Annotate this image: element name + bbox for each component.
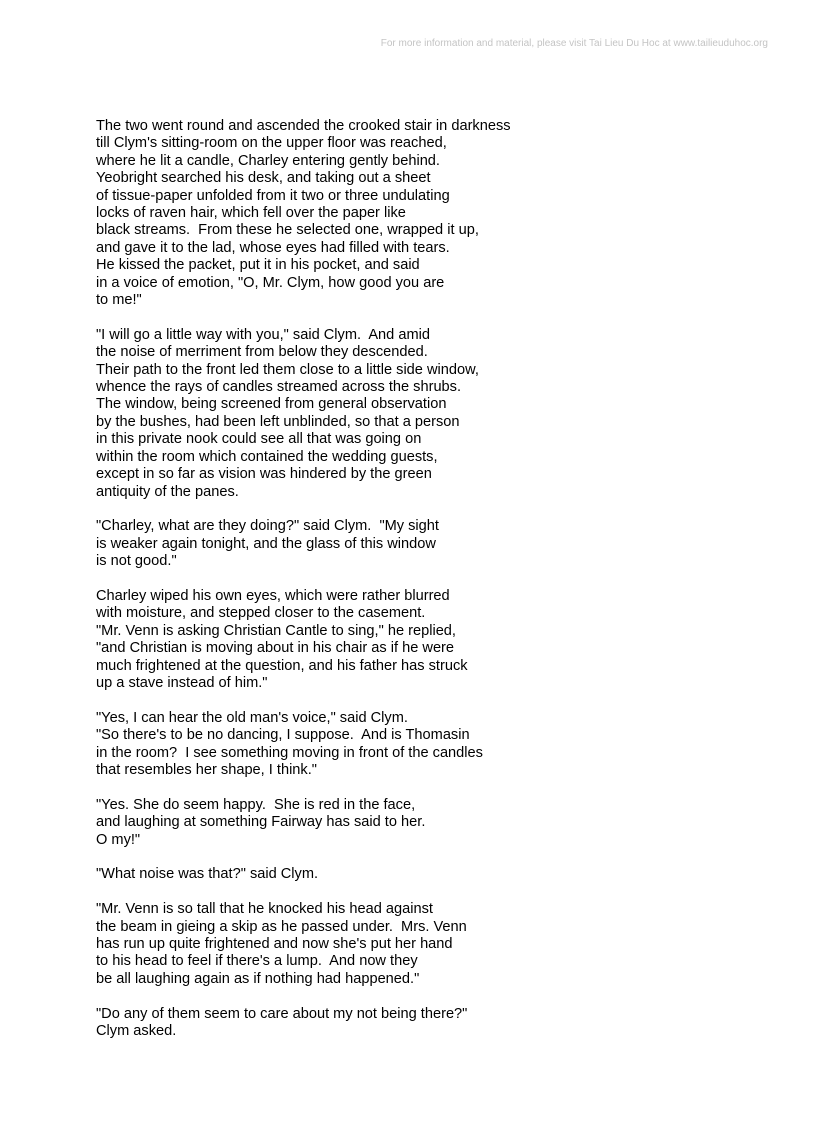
text-line: with moisture, and stepped closer to the casement.	[96, 605, 426, 622]
text-line: be all laughing again as if nothing had happened."	[96, 970, 420, 987]
text-line: Yeobright searched his desk, and taking out a sheet	[96, 170, 431, 187]
paragraph	[96, 866, 786, 883]
text-line: The window, being screened from general observation	[96, 396, 447, 413]
text-line: "Mr. Venn is asking Christian Cantle to sing," he replied,	[96, 622, 456, 639]
paragraph	[96, 518, 786, 570]
text-line: O my!"	[96, 831, 141, 848]
text-line: much frightened at the question, and his father has struck	[96, 657, 468, 674]
text-line: is weaker again tonight, and the glass of this window	[96, 535, 436, 552]
text-line: in this private nook could see all that was going on	[96, 431, 422, 448]
text-line: to his head to feel if there's a lump. And now they	[96, 953, 418, 970]
text-line: and laughing at something Fairway has said to her.	[96, 814, 426, 831]
text-line: that resembles her shape, I think."	[96, 761, 317, 778]
text-line: has run up quite frightened and now she's put her hand	[96, 935, 453, 952]
text-line: is not good."	[96, 553, 177, 570]
text-line: antiquity of the panes.	[96, 483, 239, 500]
text-line: till Clym's sitting-room on the upper floor was reached,	[96, 135, 447, 152]
paragraph	[96, 588, 786, 692]
document-body	[96, 118, 786, 1058]
text-line: He kissed the packet, put it in his pocket, and said	[96, 257, 420, 274]
text-line: "What noise was that?" said Clym.	[96, 866, 319, 883]
paragraph	[96, 327, 786, 501]
text-line: to me!"	[96, 292, 142, 309]
paragraph	[96, 710, 786, 780]
text-line: "I will go a little way with you," said Clym. And amid	[96, 326, 430, 343]
text-line: "Mr. Venn is so tall that he knocked his head against	[96, 901, 433, 918]
text-line: the noise of merriment from below they descended.	[96, 344, 428, 361]
header-watermark-note: For more information and material, please visit Tai Lieu Du Hoc at www.tailieuduhoc.org	[380, 38, 768, 49]
text-line: black streams. From these he selected one, wrapped it up,	[96, 222, 479, 239]
text-line: "and Christian is moving about in his chair as if he were	[96, 640, 455, 657]
text-line: and gave it to the lad, whose eyes had filled with tears.	[96, 239, 450, 256]
text-line: except in so far as vision was hindered by the green	[96, 466, 432, 483]
text-line: whence the rays of candles streamed across the shrubs.	[96, 379, 462, 396]
text-line: "Charley, what are they doing?" said Clym. "My sight	[96, 518, 439, 535]
text-line: where he lit a candle, Charley entering gently behind.	[96, 152, 440, 169]
text-line: "So there's to be no dancing, I suppose. And is Thomasin	[96, 727, 470, 744]
text-line: Clym asked.	[96, 1023, 177, 1039]
text-line: "Yes. She do seem happy. She is red in the face,	[96, 796, 416, 813]
text-line: "Yes, I can hear the old man's voice," said Clym.	[96, 709, 408, 726]
text-line: Their path to the front led them close to a little side window,	[96, 361, 479, 378]
paragraph	[96, 118, 786, 309]
text-line: within the room which contained the wedding guests,	[96, 448, 438, 465]
text-line: up a stave instead of him."	[96, 674, 268, 691]
text-line: the beam in gieing a skip as he passed under. Mrs. Venn	[96, 918, 467, 935]
text-line: in the room? I see something moving in front of the candles	[96, 744, 483, 761]
text-line: Charley wiped his own eyes, which were rather blurred	[96, 587, 450, 604]
paragraph	[96, 901, 786, 988]
paragraph	[96, 1006, 786, 1041]
paragraph	[96, 797, 786, 849]
text-line: The two went round and ascended the crooked stair in darkness	[96, 118, 511, 134]
text-line: in a voice of emotion, "O, Mr. Clym, how good you are	[96, 274, 445, 291]
text-line: locks of raven hair, which fell over the paper like	[96, 205, 406, 222]
text-line: of tissue-paper unfolded from it two or three undulating	[96, 187, 450, 204]
text-line: "Do any of them seem to care about my not being there?"	[96, 1005, 468, 1022]
text-line: by the bushes, had been left unblinded, so that a person	[96, 413, 460, 430]
